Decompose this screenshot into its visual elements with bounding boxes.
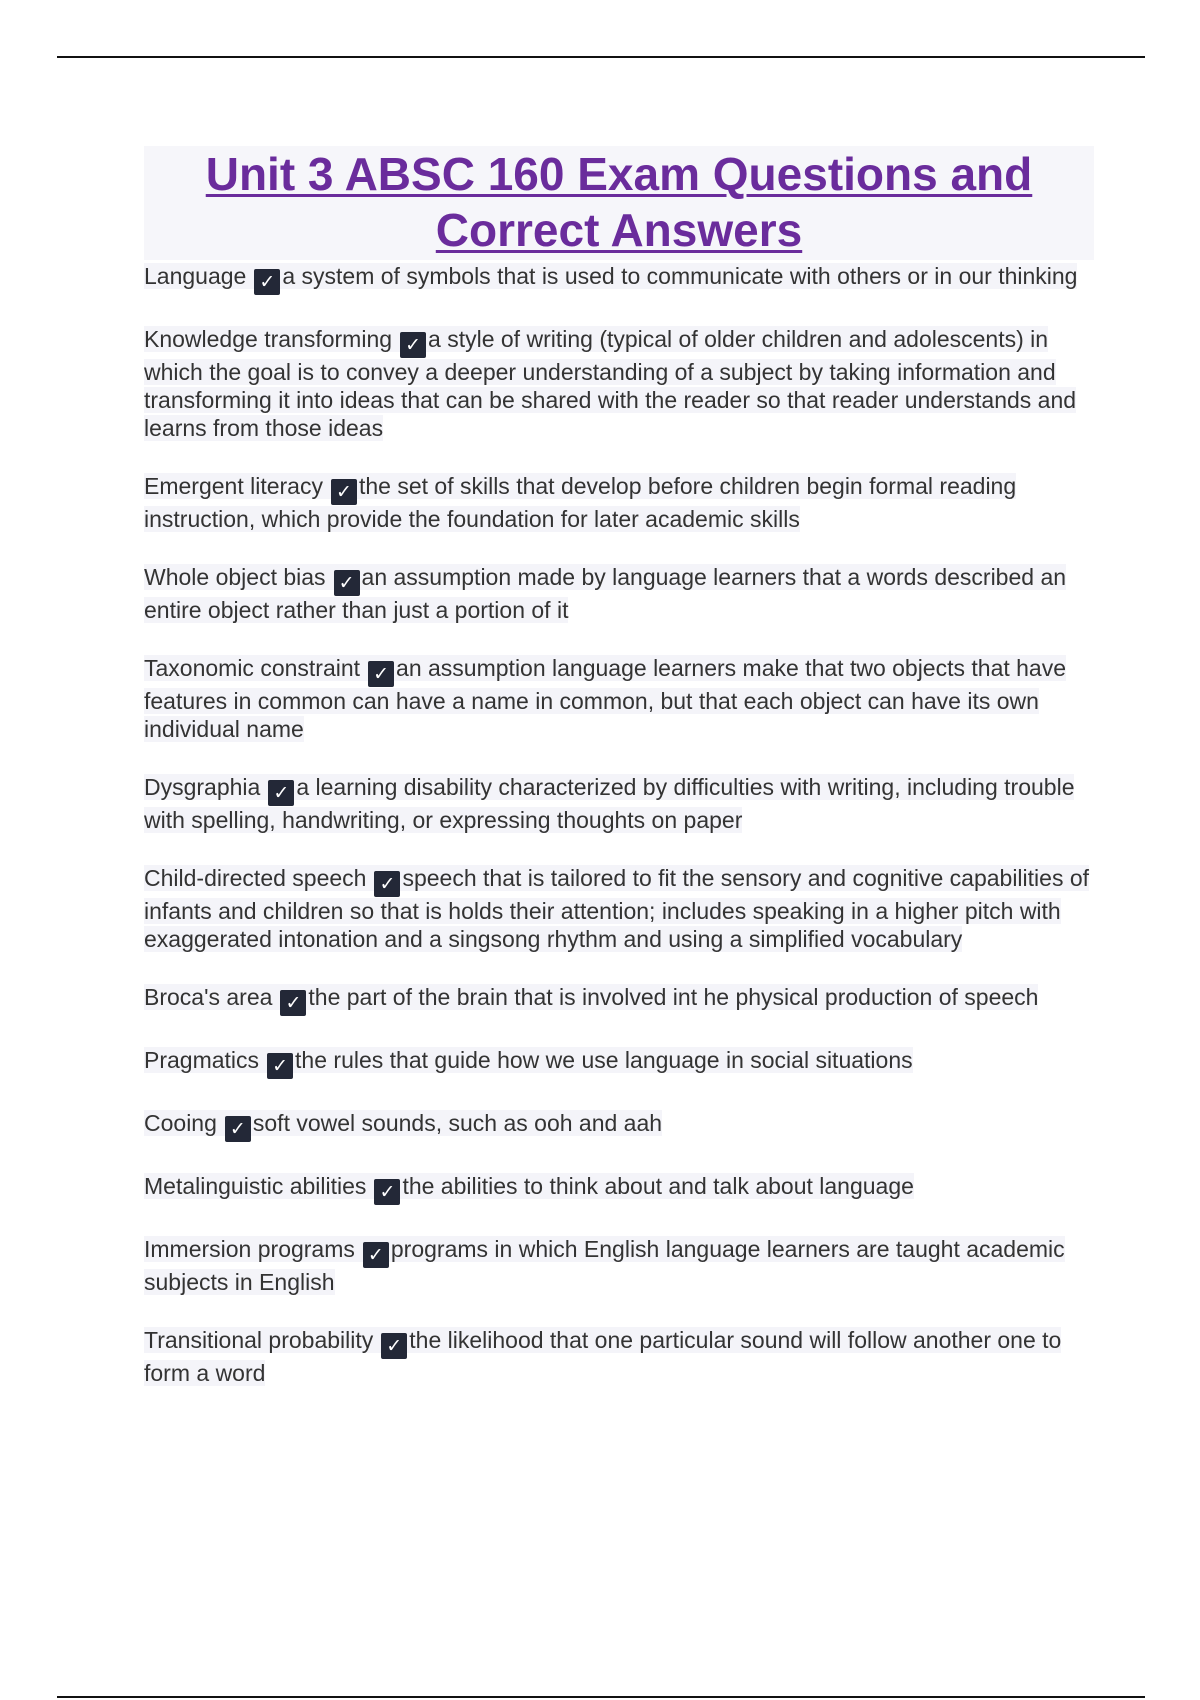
qa-definition: the rules that guide how we use language in social situations <box>295 1047 913 1073</box>
qa-definition: the likelihood that one particular sound will follow another one to form a word <box>144 1327 1062 1386</box>
checkmark-icon: ✓ <box>368 661 394 687</box>
qa-definition: soft vowel sounds, such as ooh and aah <box>252 1110 663 1136</box>
footer-rule <box>57 1696 1145 1698</box>
qa-item <box>144 654 1094 743</box>
qa-item-line <box>144 473 1016 532</box>
qa-term: Broca's area <box>144 984 273 1010</box>
document-title: Unit 3 ABSC 160 Exam Questions and Correct Answers <box>205 148 1033 256</box>
qa-item-line <box>144 655 1066 742</box>
qa-item-line <box>144 1236 1065 1295</box>
qa-item <box>144 1109 1094 1142</box>
qa-term: Knowledge transforming <box>144 326 393 352</box>
qa-term: Cooing <box>144 1110 217 1136</box>
checkmark-icon: ✓ <box>374 871 400 897</box>
qa-definition: speech that is tailored to fit the sensory and cognitive capabilities of infants and children so that is holds their attention; includes speaking in a higher pitch with exaggerated intonation and a singsong rhythm and using a simplified vocabulary <box>144 865 1090 952</box>
qa-term: Language <box>144 263 247 289</box>
qa-item-line <box>144 263 1078 293</box>
qa-item <box>144 864 1094 953</box>
qa-term: Transitional probability <box>144 1327 374 1353</box>
qa-item-line <box>144 1173 914 1203</box>
checkmark-icon: ✓ <box>331 479 357 505</box>
qa-item <box>144 325 1094 442</box>
qa-item <box>144 563 1094 624</box>
qa-item <box>144 1172 1094 1205</box>
header-rule <box>57 56 1145 58</box>
qa-list <box>144 262 1094 1387</box>
qa-term: Dysgraphia <box>144 774 261 800</box>
qa-definition: an assumption language learners make that two objects that have features in common can have a name in common, but that each object can have its own individual name <box>144 655 1067 742</box>
qa-item-line <box>144 326 1076 441</box>
qa-term: Whole object bias <box>144 564 326 590</box>
qa-definition: programs in which English language learners are taught academic subjects in English <box>144 1236 1065 1295</box>
qa-term: Immersion programs <box>144 1236 355 1262</box>
checkmark-icon: ✓ <box>254 269 280 295</box>
qa-term: Metalinguistic abilities <box>144 1173 367 1199</box>
qa-definition: the abilities to think about and talk about language <box>402 1173 914 1199</box>
qa-item <box>144 773 1094 834</box>
checkmark-icon: ✓ <box>225 1116 251 1142</box>
qa-definition: a learning disability characterized by difficulties with writing, including trouble with spelling, handwriting, or expressing thoughts on paper <box>144 774 1075 833</box>
qa-item-line <box>144 774 1074 833</box>
checkmark-icon: ✓ <box>381 1333 407 1359</box>
qa-definition: a system of symbols that is used to communicate with others or in our thinking <box>282 263 1078 289</box>
checkmark-icon: ✓ <box>400 332 426 358</box>
qa-item <box>144 983 1094 1016</box>
qa-item-line <box>144 1110 663 1140</box>
qa-item-line <box>144 865 1089 952</box>
title-block <box>144 146 1094 260</box>
qa-term: Pragmatics <box>144 1047 260 1073</box>
qa-item-line <box>144 1047 913 1077</box>
qa-definition: a style of writing (typical of older children and adolescents) in which the goal is to convey a deeper understanding of a subject by taking information and transforming it into ideas that can be shared with the reader so that reader understands and learns from those ideas <box>144 326 1077 441</box>
qa-definition: an assumption made by language learners that a words described an entire object rather than just a portion of it <box>144 564 1067 623</box>
qa-definition: the set of skills that develop before children begin formal reading instruction, which provide the foundation for later academic skills <box>144 473 1017 532</box>
qa-item <box>144 1326 1094 1387</box>
checkmark-icon: ✓ <box>363 1242 389 1268</box>
qa-item-line <box>144 564 1066 623</box>
qa-item <box>144 472 1094 533</box>
qa-item <box>144 1235 1094 1296</box>
qa-definition: the part of the brain that is involved int he physical production of speech <box>308 984 1039 1010</box>
qa-item <box>144 262 1094 295</box>
qa-item <box>144 1046 1094 1079</box>
qa-term: Taxonomic constraint <box>144 655 361 681</box>
qa-item-line <box>144 984 1039 1014</box>
qa-term: Child-directed speech <box>144 865 367 891</box>
checkmark-icon: ✓ <box>334 570 360 596</box>
document-body <box>144 146 1094 1417</box>
checkmark-icon: ✓ <box>374 1179 400 1205</box>
checkmark-icon: ✓ <box>267 1053 293 1079</box>
qa-item-line <box>144 1327 1061 1386</box>
checkmark-icon: ✓ <box>268 780 294 806</box>
checkmark-icon: ✓ <box>280 990 306 1016</box>
qa-term: Emergent literacy <box>144 473 323 499</box>
